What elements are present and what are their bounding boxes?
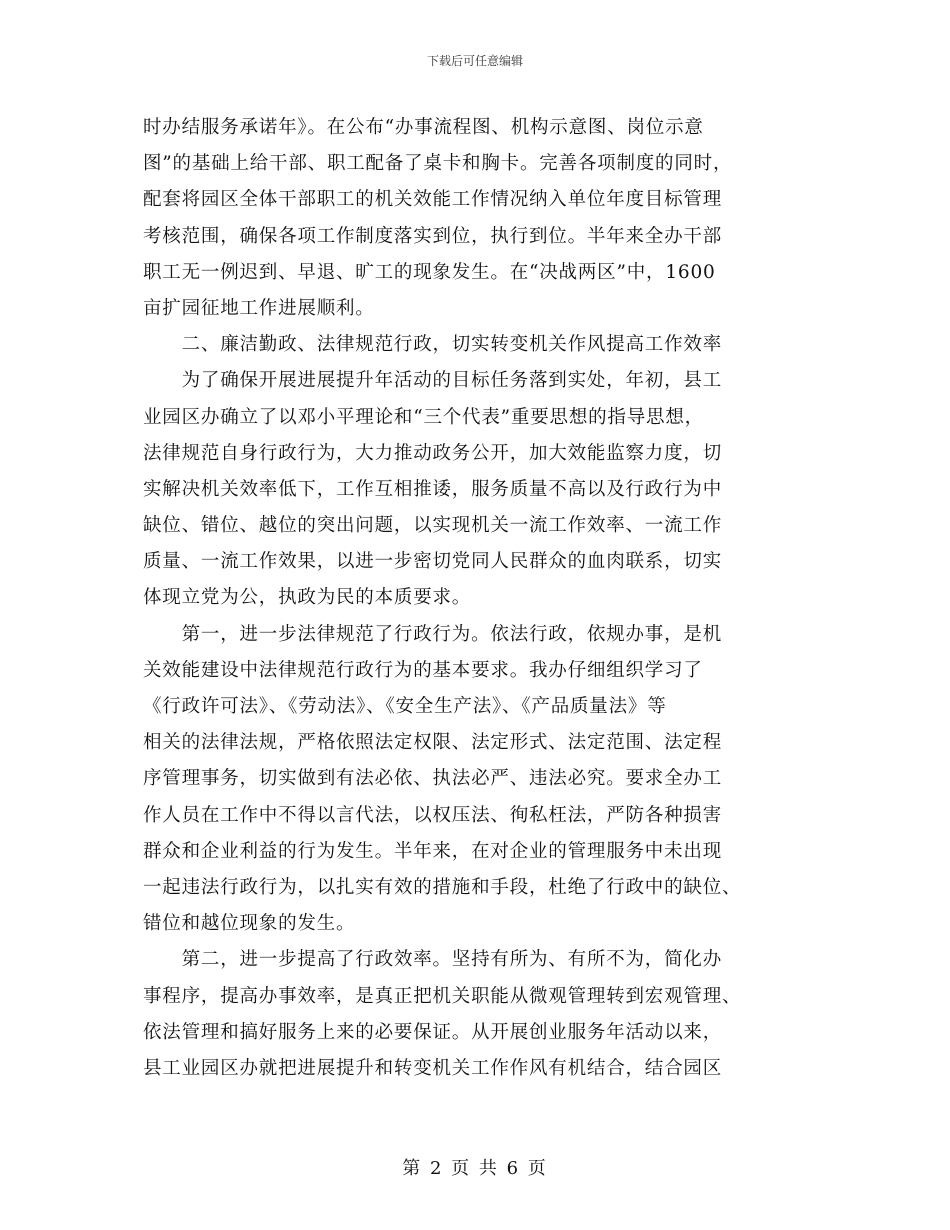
text-line: 群众和企业利益的行为发生。半年来，在对企业的管理服务中未出现 [143,840,723,862]
text-line: 配套将园区全体干部职工的机关效能工作情况纳入单位年度目标管理 [143,189,723,211]
text-line: 为了确保开展进展提升年活动的目标任务落到实处，年初，县工 [143,370,723,392]
page-header: 下载后可任意编辑 [426,54,523,68]
text-line: 错位和越位现象的发生。 [143,913,356,935]
text-line: 质量、一流工作效果，以进一步密切党同人民群众的血肉联系，切实 [143,551,723,573]
text-line: 事程序，提高办事效率，是真正把机关职能从微观管理转到宏观管理、 [143,985,742,1007]
text-line: 依法管理和搞好服务上来的必要保证。从开展创业服务年活动以来， [143,1021,723,1043]
text-line: 序管理事务，切实做到有法必依、执法必严、违法必究。要求全办工 [143,768,723,790]
text-line: 缺位、错位、越位的突出问题，以实现机关一流工作效率、一流工作 [143,515,723,537]
text-line: 相关的法律法规，严格依照法定权限、法定形式、法定范围、法定程 [143,732,723,754]
text-line: 图”的基础上给干部、职工配备了桌卡和胸卡。完善各项制度的同时， [143,153,733,175]
section-heading: 二、廉洁勤政、法律规范行政，切实转变机关作风提高工作效率 [143,334,723,356]
text-line: 时办结服务承诺年》。在公布“办事流程图、机构示意图、岗位示意 [143,117,704,138]
text-line: 业园区办确立了以邓小平理论和“三个代表”重要思想的指导思想， [143,406,704,428]
text-line: 作人员在工作中不得以言代法，以权压法、徇私枉法，严防各种损害 [143,804,723,826]
body-text [143,110,803,1087]
text-line: 第二，进一步提高了行政效率。坚持有所为、有所不为，简化办 [143,949,723,971]
page-footer: 第 2 页 共 6 页 [402,1158,548,1179]
text-line: 体现立党为公，执政为民的本质要求。 [143,587,472,609]
text-line: 亩扩园征地工作进展顺利。 [143,297,375,319]
text-line: 县工业园区办就把进展提升和转变机关工作作风有机结合，结合园区 [143,1057,723,1079]
text-line: 一起违法行政行为，以扎实有效的措施和手段，杜绝了行政中的缺位、 [143,876,742,898]
text-line: 第一，进一步法律规范了行政行为。依法行政，依规办事，是机 [143,623,723,645]
text-line: 法律规范自身行政行为，大力推动政务公开，加大效能监察力度，切 [143,442,723,464]
text-line: 关效能建设中法律规范行政行为的基本要求。我办仔细组织学习了 [143,659,703,681]
text-line: 《行政许可法》、《劳动法》、《安全生产法》、《产品质量法》等 [143,696,667,717]
text-line: 考核范围，确保各项工作制度落实到位，执行到位。半年来全办干部 [143,225,723,247]
text-line: 职工无一例迟到、早退、旷工的现象发生。在“决战两区”中，1600 [143,261,716,283]
text-line: 实解决机关效率低下，工作互相推诿，服务质量不高以及行政行为中 [143,478,723,500]
